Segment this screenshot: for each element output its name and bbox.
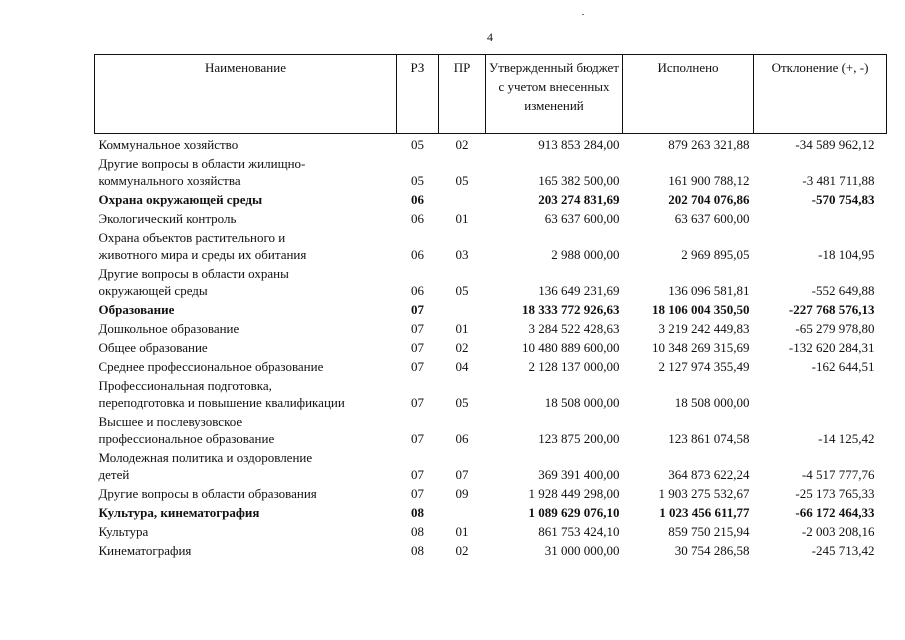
row-executed-value: 63 637 600,00	[674, 211, 750, 226]
row-deviation-value: -25 173 765,33	[795, 486, 875, 501]
row-approved-value: 913 853 284,00	[538, 137, 620, 152]
row-name: Другие вопросы в области жилищно- коммунального хозяйства	[98, 156, 306, 188]
row-deviation-value: -552 649,88	[811, 283, 875, 298]
table-row	[95, 318, 887, 337]
table-row	[95, 227, 887, 263]
row-pr-code	[439, 299, 486, 318]
row-name: Охрана объектов растительного и животного мира и среды их обитания	[98, 230, 307, 262]
row-pr-code: 05	[455, 395, 469, 410]
row-executed-value: 879 263 321,88	[668, 137, 750, 152]
row-executed-value: 10 348 269 315,69	[652, 340, 750, 355]
row-name: Кинематография	[98, 543, 192, 558]
row-pr-code: 01	[455, 211, 469, 226]
row-deviation-value: -18 104,95	[818, 247, 875, 262]
row-name: Высшее и послевузовское профессиональное образование	[98, 414, 275, 446]
table-row	[95, 540, 887, 559]
row-approved-value: 123 875 200,00	[538, 431, 620, 446]
row-deviation-value: -132 620 284,31	[788, 340, 875, 355]
row-name: Другие вопросы в области охраны окружающей среды	[98, 266, 289, 298]
row-pr-code: 05	[455, 283, 469, 298]
row-executed-value: 136 096 581,81	[668, 283, 750, 298]
table-row	[95, 483, 887, 502]
table-row	[95, 153, 887, 189]
row-name: Охрана окружающей среды	[98, 192, 263, 207]
table-header-row	[95, 55, 887, 134]
row-rz-code: 06	[411, 192, 424, 207]
row-pr-code: 02	[455, 137, 469, 152]
row-approved-value: 369 391 400,00	[538, 467, 620, 482]
header-name: Наименование	[95, 55, 397, 134]
row-deviation-value: -34 589 962,12	[795, 137, 875, 152]
row-rz-code: 07	[411, 467, 424, 482]
row-deviation-value: -65 279 978,80	[795, 321, 875, 336]
table-row	[95, 411, 887, 447]
row-pr-code: 06	[455, 431, 469, 446]
row-executed-value: 161 900 788,12	[668, 173, 750, 188]
row-deviation-value: -4 517 777,76	[801, 467, 875, 482]
row-approved-value: 861 753 424,10	[538, 524, 620, 539]
row-name: Экологический контроль	[98, 211, 237, 226]
row-name: Образование	[98, 302, 175, 317]
row-executed-value: 30 754 286,58	[674, 543, 750, 558]
table-row	[95, 337, 887, 356]
row-deviation-value: -570 754,83	[811, 192, 875, 207]
row-approved-value: 1 089 629 076,10	[528, 505, 620, 520]
header-approved-budget: Утвержденный бюджет с учетом внесенных изменений	[486, 55, 623, 134]
row-approved-value: 31 000 000,00	[544, 543, 620, 558]
row-deviation-value: -2 003 208,16	[801, 524, 875, 539]
row-rz-code: 08	[411, 543, 424, 558]
row-rz-code: 07	[411, 340, 424, 355]
row-pr-code: 01	[455, 321, 469, 336]
row-deviation-value: -227 768 576,13	[788, 302, 875, 317]
row-executed-value: 2 127 974 355,49	[658, 359, 750, 374]
row-pr-code	[439, 502, 486, 521]
row-executed-value: 1 903 275 532,67	[658, 486, 750, 501]
row-executed-value: 2 969 895,05	[681, 247, 750, 262]
row-deviation-value: -245 713,42	[811, 543, 875, 558]
table-row	[95, 263, 887, 299]
row-rz-code: 07	[411, 486, 424, 501]
table-row	[95, 134, 887, 154]
table-row	[95, 299, 887, 318]
row-name: Культура, кинематография	[98, 505, 260, 520]
row-rz-code: 06	[411, 211, 424, 226]
header-executed: Исполнено	[623, 55, 754, 134]
row-approved-value: 203 274 831,69	[538, 192, 620, 207]
row-rz-code: 08	[411, 505, 424, 520]
row-executed-value: 202 704 076,86	[668, 192, 750, 207]
row-deviation-value: -14 125,42	[818, 431, 875, 446]
row-pr-code: 01	[455, 524, 469, 539]
row-approved-value: 2 128 137 000,00	[528, 359, 620, 374]
budget-table	[94, 54, 887, 559]
table-row	[95, 375, 887, 411]
row-pr-code: 07	[455, 467, 469, 482]
row-approved-value: 165 382 500,00	[538, 173, 620, 188]
row-name: Общее образование	[98, 340, 208, 355]
row-executed-value: 123 861 074,58	[668, 431, 750, 446]
row-rz-code: 07	[411, 321, 424, 336]
row-name: Профессиональная подготовка, переподготовка и повышение квалификации	[98, 378, 345, 410]
row-pr-code: 09	[455, 486, 469, 501]
row-approved-value: 63 637 600,00	[544, 211, 620, 226]
row-name: Культура	[98, 524, 149, 539]
row-approved-value: 10 480 889 600,00	[522, 340, 620, 355]
row-executed-value: 3 219 242 449,83	[658, 321, 750, 336]
table-row	[95, 356, 887, 375]
row-deviation-value	[754, 375, 887, 411]
row-name: Молодежная политика и оздоровление детей	[98, 450, 313, 482]
row-pr-code	[439, 189, 486, 208]
row-executed-value: 859 750 215,94	[668, 524, 750, 539]
row-deviation-value: -3 481 711,88	[802, 173, 875, 188]
row-rz-code: 06	[411, 247, 424, 262]
table-row	[95, 189, 887, 208]
row-deviation-value	[754, 208, 887, 227]
header-pr: ПР	[439, 55, 486, 134]
row-rz-code: 05	[411, 137, 424, 152]
table-row	[95, 502, 887, 521]
scan-speck	[582, 14, 584, 15]
row-rz-code: 07	[411, 395, 424, 410]
row-pr-code: 02	[455, 340, 469, 355]
row-pr-code: 04	[455, 359, 469, 374]
header-rz: РЗ	[397, 55, 439, 134]
row-pr-code: 05	[455, 173, 469, 188]
row-deviation-value: -66 172 464,33	[795, 505, 875, 520]
row-approved-value: 1 928 449 298,00	[528, 486, 620, 501]
table-row	[95, 521, 887, 540]
header-deviation: Отклонение (+, -)	[754, 55, 887, 134]
row-approved-value: 18 508 000,00	[544, 395, 620, 410]
row-executed-value: 364 873 622,24	[668, 467, 750, 482]
row-approved-value: 2 988 000,00	[551, 247, 620, 262]
row-name: Среднее профессиональное образование	[98, 359, 324, 374]
table-row	[95, 208, 887, 227]
row-approved-value: 3 284 522 428,63	[528, 321, 620, 336]
row-executed-value: 18 106 004 350,50	[652, 302, 750, 317]
row-rz-code: 07	[411, 302, 424, 317]
row-rz-code: 05	[411, 173, 424, 188]
row-name: Дошкольное образование	[98, 321, 240, 336]
table-row	[95, 447, 887, 483]
row-name: Другие вопросы в области образования	[98, 486, 317, 501]
row-pr-code: 03	[455, 247, 469, 262]
row-name: Коммунальное хозяйство	[98, 137, 239, 152]
row-executed-value: 18 508 000,00	[674, 395, 750, 410]
table-body	[95, 134, 887, 560]
row-rz-code: 08	[411, 524, 424, 539]
row-executed-value: 1 023 456 611,77	[659, 505, 750, 520]
row-rz-code: 07	[411, 431, 424, 446]
row-pr-code: 02	[455, 543, 469, 558]
page-number: 4	[487, 30, 493, 44]
row-rz-code: 07	[411, 359, 424, 374]
row-deviation-value: -162 644,51	[811, 359, 875, 374]
row-rz-code: 06	[411, 283, 424, 298]
row-approved-value: 136 649 231,69	[538, 283, 620, 298]
row-approved-value: 18 333 772 926,63	[522, 302, 620, 317]
